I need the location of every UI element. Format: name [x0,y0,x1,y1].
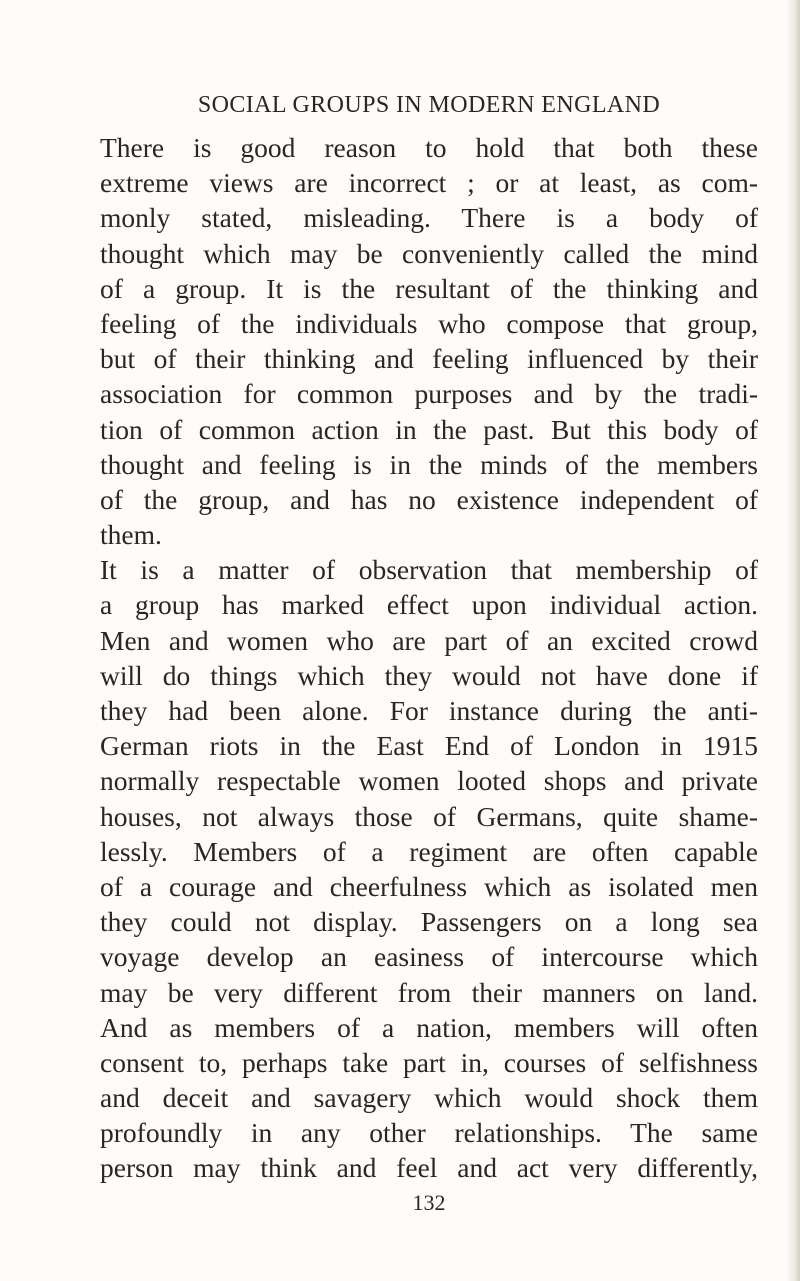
running-head: SOCIAL GROUPS IN MODERN ENGLAND [197,92,661,118]
paragraph-2 [100,552,758,1185]
text-line: It is a matter of observation that membership of [100,554,758,586]
text-line: extreme views are incorrect ; or at least, as com- [100,167,758,199]
text-line: Men and women who are part of an excited crowd [100,624,758,656]
text-line: may be very different from their manners on land. [100,976,758,1008]
text-line: And as members of a nation, members will often [100,1011,758,1043]
text-line: normally respectable women looted shops and private [100,765,758,797]
text-line: person may think and feel and act very differently, [100,1152,758,1184]
text-line: of the group, and has no existence independent of [100,483,758,515]
text-line: thought and feeling is in the minds of the members [100,448,758,480]
text-line: association for common purposes and by the tradi- [100,378,758,410]
text-line: they could not display. Passengers on a long sea [100,906,758,938]
page-edge-shadow [786,0,800,1281]
text-line: There is good reason to hold that both these [100,132,758,163]
text-line: a group has marked effect upon individual action. [100,589,758,621]
text-line: tion of common action in the past. But this body of [100,413,758,445]
text-line: voyage develop an easiness of intercourse which [100,941,758,973]
text-line: thought which may be conveniently called the mind [100,237,758,269]
text-line: them. [100,519,162,551]
text-line: but of their thinking and feeling influenced by their [100,343,758,375]
text-line: of a group. It is the resultant of the thinking and [100,272,758,304]
text-line: monly stated, misleading. There is a body of [100,202,758,234]
book-page [100,82,758,1218]
text-line: of a courage and cheerfulness which as isolated men [100,870,758,902]
text-line: consent to, perhaps take part in, courses of selfishness [100,1046,758,1078]
text-line: they had been alone. For instance during the anti- [100,695,758,726]
text-line: will do things which they would not have done if [100,659,758,691]
text-line: lessly. Members of a regiment are often capable [100,835,758,867]
text-line: houses, not always those of Germans, quite shame- [100,800,758,832]
page-number: 132 [412,1189,446,1215]
text-line: and deceit and savagery which would shock them [100,1082,758,1114]
text-line: profoundly in any other relationships. The same [100,1117,758,1149]
paragraph-1 [100,130,758,552]
text-line: German riots in the East End of London in 1915 [100,730,758,762]
text-line: feeling of the individuals who compose that group, [100,307,758,339]
